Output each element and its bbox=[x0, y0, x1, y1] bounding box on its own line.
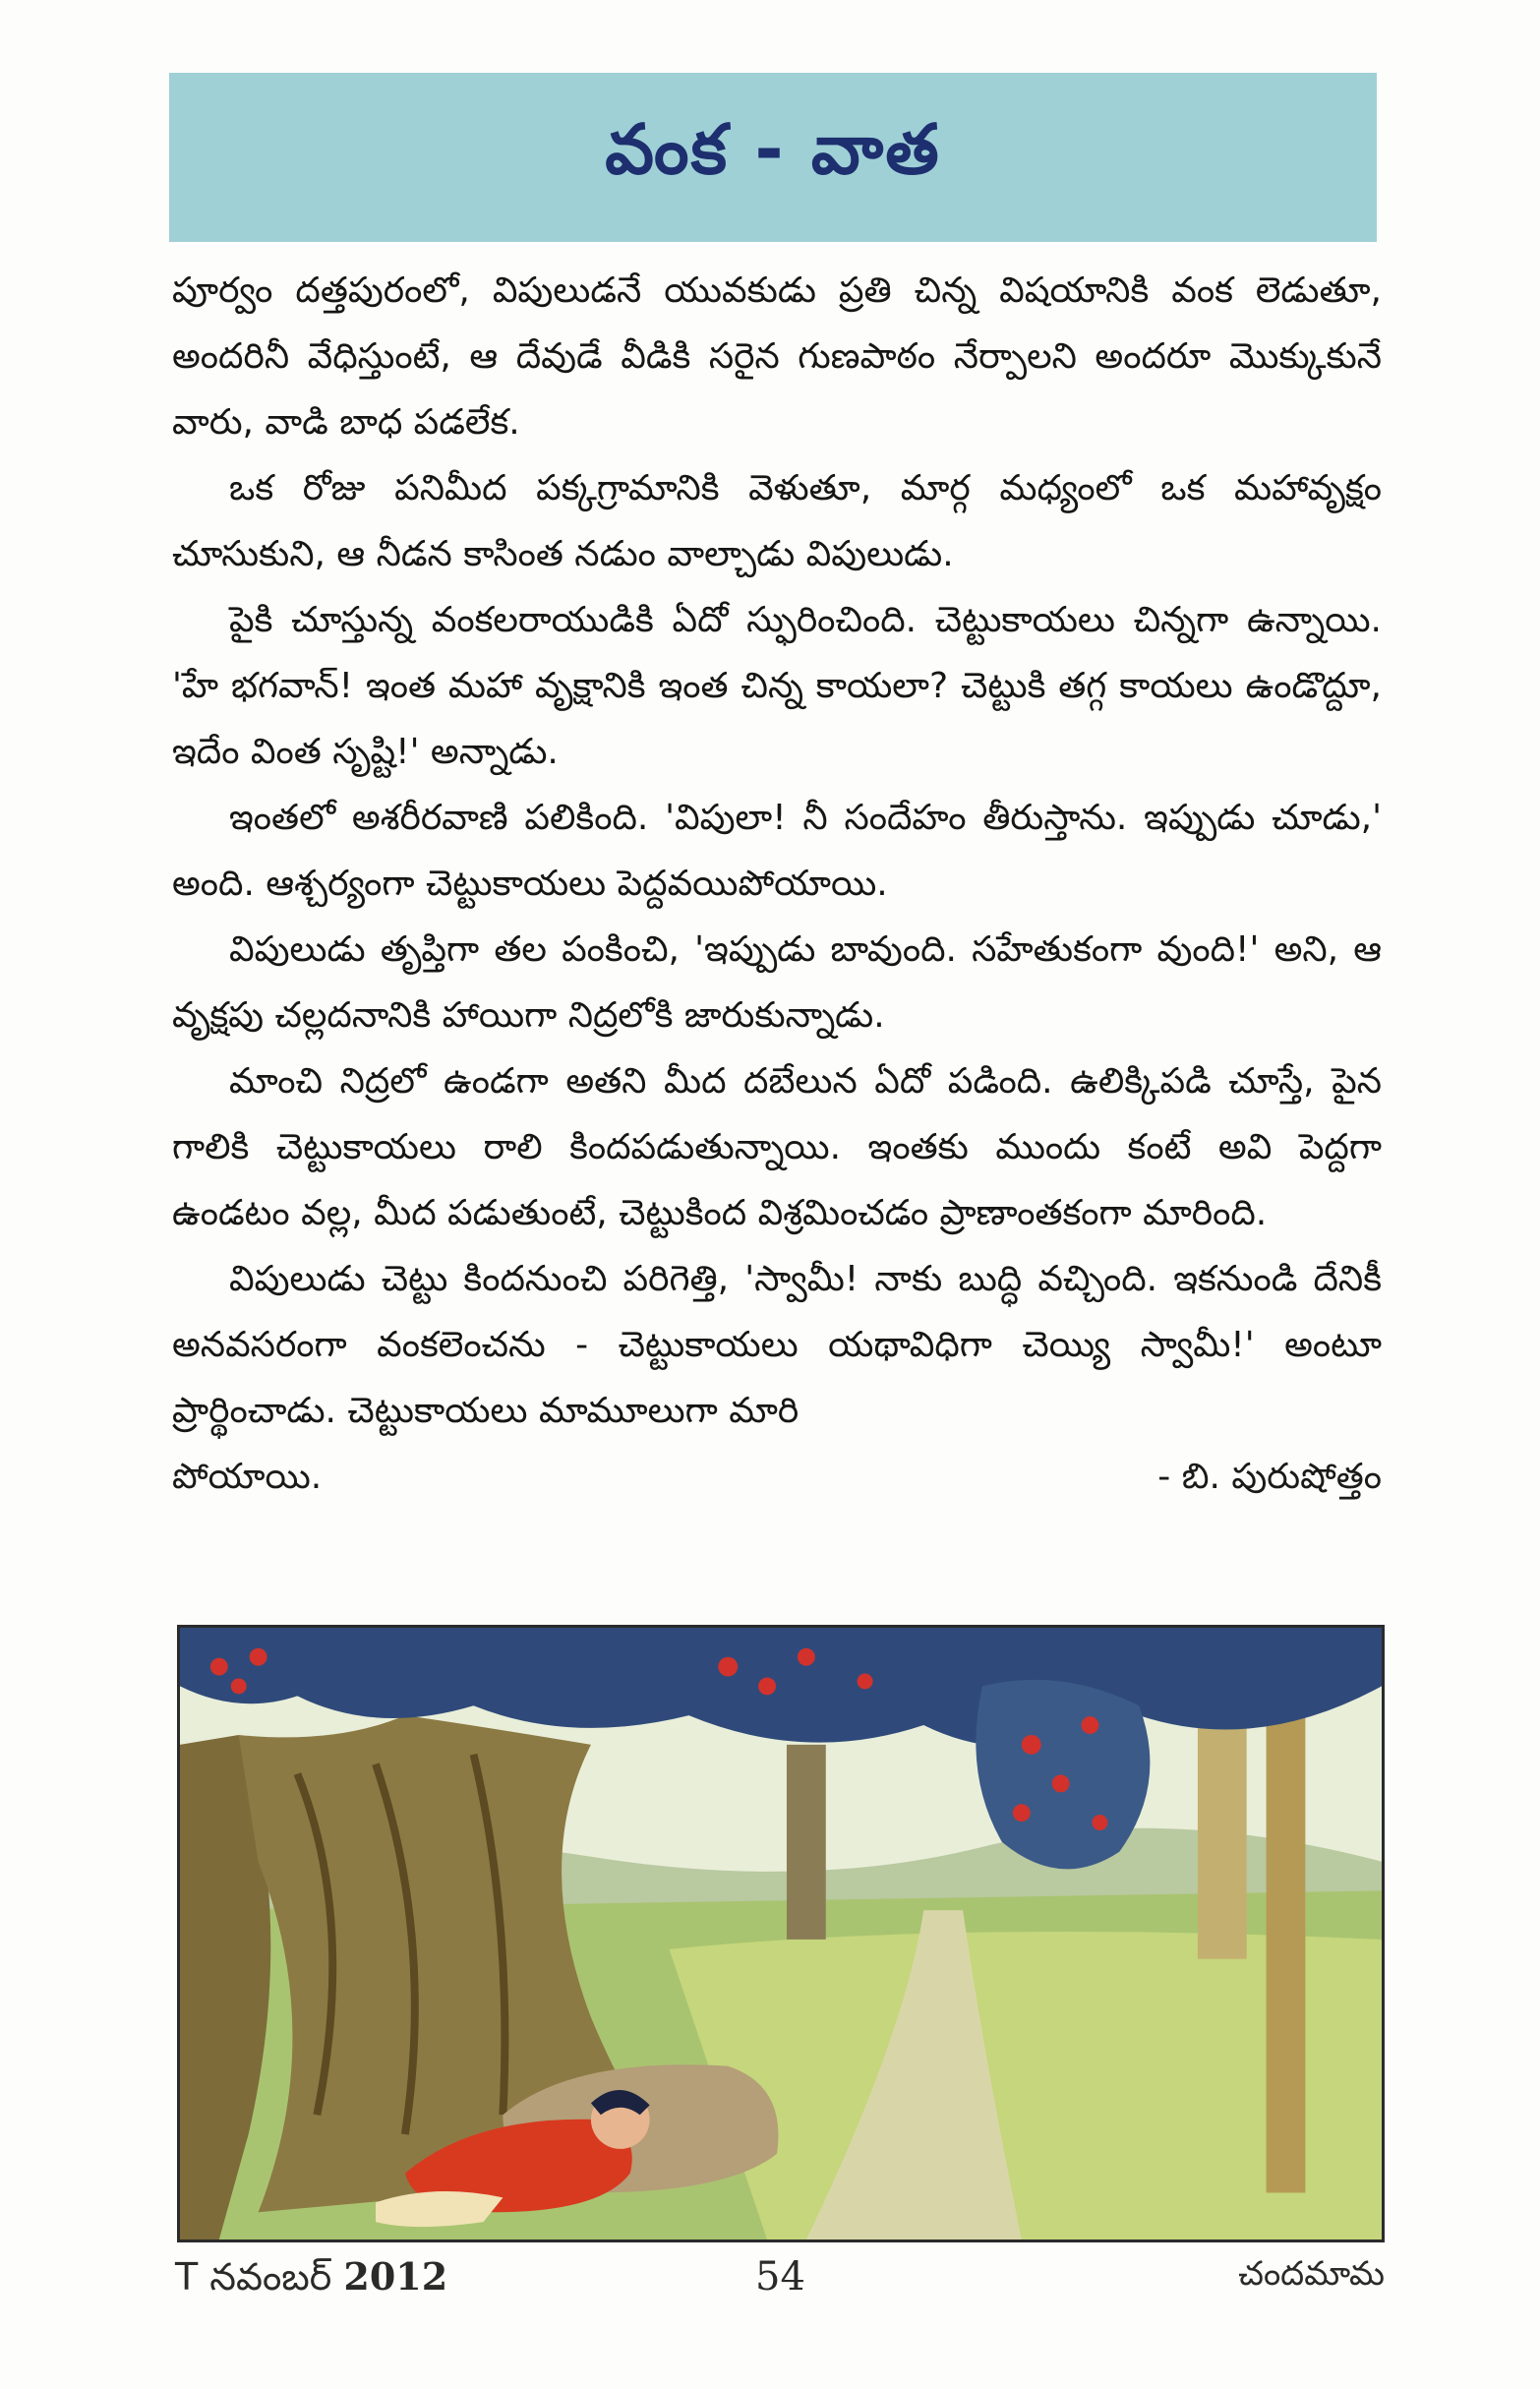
story-paragraph: ఒక రోజు పనిమీద పక్కగ్రామానికి వెళుతూ, మార్గ మధ్యంలో ఒక మహావృక్షం చూసుకుని, ఆ నీడన కాసింత నడుం వాల్చాడు విపులుడు. bbox=[172, 468, 1382, 574]
story-paragraph: పూర్వం దత్తపురంలో, విపులుడనే యువకుడు ప్రతి చిన్న విషయానికి వంక లెడుతూ, అందరినీ వేధిస్తుంటే, ఆ దేవుడే వీడికి సరైన గుణపాఠం నేర్పాలని అందరూ మొక్కుకునే వారు, వాడి బాధ పడలేక. bbox=[172, 270, 1382, 443]
tree-illustration bbox=[180, 1628, 1382, 2240]
issue-date bbox=[175, 2254, 447, 2308]
story-illustration bbox=[177, 1625, 1385, 2242]
page-footer bbox=[175, 2254, 1385, 2313]
story-body bbox=[172, 258, 1382, 1510]
story-paragraph: ఇంతలో అశరీరవాణి పలికింది. 'విపులా! నీ సందేహం తీరుస్తాను. ఇప్పుడు చూడు,' అంది. ఆశ్చర్యంగా చెట్టుకాయలు పెద్దవయిపోయాయి. bbox=[172, 798, 1382, 904]
title-banner bbox=[169, 73, 1377, 242]
story-title: వంక - వాత bbox=[605, 108, 941, 190]
story-paragraph: విపులుడు చెట్టు కిందనుంచి పరిగెత్తి, 'స్వామీ! నాకు బుద్ధి వచ్చింది. ఇకనుండి దేనికీ అనవసరంగా వంకలెంచను - చెట్టుకాయలు యథావిధిగా చెయ్యి స్వామీ!' అంటూ ప్రార్థించాడు. చెట్టుకాయలు మామూలుగా మారి bbox=[172, 1259, 1382, 1431]
closing-line bbox=[172, 1444, 1382, 1510]
story-paragraph: మాంచి నిద్రలో ఉండగా అతని మీద దబేలున ఏదో పడింది. ఉలిక్కిపడి చూస్తే, పైన గాలికి చెట్టుకాయలు రాలి కిందపడుతున్నాయి. ఇంతకు ముందు కంటే అవి పెద్దగా ఉండటం వల్ల, మీద పడుతుంటే, చెట్టుకింద విశ్రమించడం ప్రాణాంతకంగా మారింది. bbox=[172, 1061, 1382, 1233]
story-paragraph: పైకి చూస్తున్న వంకలరాయుడికి ఏదో స్ఫురించింది. చెట్టుకాయలు చిన్నగా ఉన్నాయి. 'హే భగవాన్! ఇంత మహా వృక్షానికి ఇంత చిన్న కాయలా? చెట్టుకి తగ్గ కాయలు ఉండొద్దూ, ఇదేం వింత సృష్టి!' అన్నాడు. bbox=[172, 600, 1382, 772]
issue-year: 2012 bbox=[343, 2254, 448, 2299]
page-number: 54 bbox=[755, 2254, 805, 2299]
magazine-name: చందమామ bbox=[1238, 2254, 1385, 2294]
author-name: - బి. పురుషోత్తం bbox=[1157, 1457, 1382, 1497]
issue-month: T నవంబర్ bbox=[175, 2255, 332, 2299]
story-paragraph: విపులుడు తృప్తిగా తల పంకించి, 'ఇప్పుడు బావుంది. సహేతుకంగా వుంది!' అని, ఆ వృక్షపు చల్లదనానికి హాయిగా నిద్రలోకి జారుకున్నాడు. bbox=[172, 929, 1382, 1036]
closing-tail: పోయాయి. bbox=[172, 1457, 323, 1497]
